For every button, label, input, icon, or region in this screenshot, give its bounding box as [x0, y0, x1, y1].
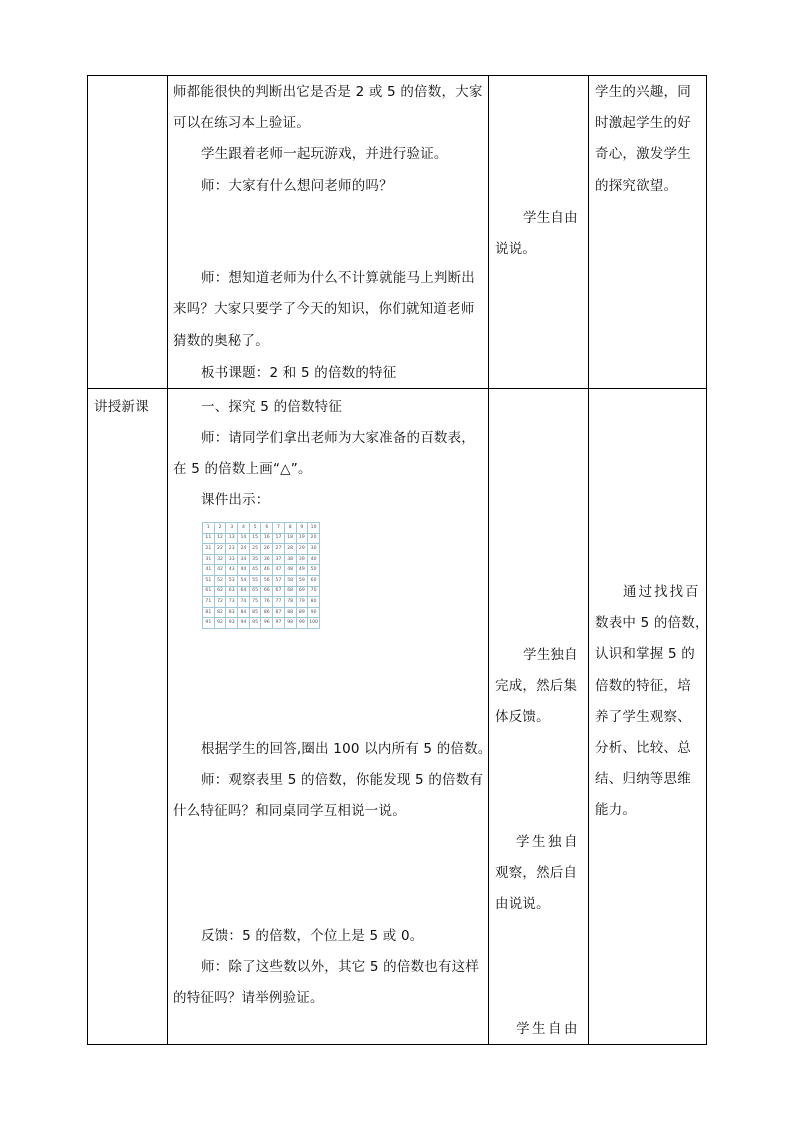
hundred-chart-cell: 56 — [261, 575, 273, 586]
hundred-chart-cell: 60 — [308, 575, 320, 586]
design-intent-line: 认识和掌握 5 的 — [595, 646, 695, 662]
hundred-chart-cell: 63 — [226, 586, 238, 597]
column-divider — [706, 75, 707, 1045]
hundred-chart-cell: 32 — [214, 554, 226, 565]
text-line: 的特征吗？请举例验证。 — [173, 990, 324, 1006]
hundred-chart-cell: 52 — [214, 575, 226, 586]
hundred-chart-cell: 8 — [284, 523, 296, 534]
hundred-chart-cell: 53 — [226, 575, 238, 586]
hundred-chart-cell: 34 — [238, 554, 250, 565]
text-line: 师：观察表里 5 的倍数，你能发现 5 的倍数有 — [201, 772, 484, 788]
section-label: 讲授新课 — [94, 399, 149, 415]
hundred-chart-row — [203, 565, 320, 576]
hundred-chart-cell: 80 — [308, 597, 320, 608]
hundred-chart-cell: 44 — [238, 565, 250, 576]
hundred-chart-cell: 27 — [273, 544, 285, 555]
hundred-chart-cell: 98 — [284, 618, 296, 629]
hundred-chart-cell: 5 — [249, 523, 261, 534]
hundred-chart-cell: 25 — [249, 544, 261, 555]
hundred-chart-cell: 24 — [238, 544, 250, 555]
student-activity-line: 体反馈。 — [495, 709, 550, 725]
hundred-chart-cell: 1 — [203, 523, 215, 534]
hundred-chart-cell: 93 — [226, 618, 238, 629]
student-activity-line: 学生自由 — [516, 1021, 580, 1037]
student-activity-line: 由说说。 — [495, 896, 550, 912]
row-divider — [87, 388, 707, 389]
text-line: 学生跟着老师一起玩游戏，并进行验证。 — [201, 146, 448, 162]
hundred-chart-cell: 69 — [296, 586, 308, 597]
hundred-chart-cell: 55 — [249, 575, 261, 586]
hundred-chart — [202, 522, 320, 629]
hundred-chart-row — [203, 618, 320, 629]
hundred-chart-cell: 17 — [273, 533, 285, 544]
hundred-chart-cell: 66 — [261, 586, 273, 597]
hundred-chart-row — [203, 523, 320, 534]
hundred-chart-cell: 15 — [249, 533, 261, 544]
hundred-chart-cell: 50 — [308, 565, 320, 576]
hundred-chart-row — [203, 554, 320, 565]
hundred-chart-cell: 23 — [226, 544, 238, 555]
hundred-chart-cell: 72 — [214, 597, 226, 608]
hundred-chart-cell: 49 — [296, 565, 308, 576]
hundred-chart-cell: 29 — [296, 544, 308, 555]
text-line: 课件出示： — [201, 492, 270, 508]
hundred-chart-cell: 30 — [308, 544, 320, 555]
hundred-chart-cell: 71 — [203, 597, 215, 608]
hundred-chart-cell: 81 — [203, 607, 215, 618]
text-line: 可以在练习本上验证。 — [173, 115, 310, 131]
hundred-chart-cell: 91 — [203, 618, 215, 629]
design-intent-line: 能力。 — [595, 802, 637, 818]
hundred-chart-row — [203, 607, 320, 618]
hundred-chart-cell: 2 — [214, 523, 226, 534]
hundred-chart-cell: 86 — [261, 607, 273, 618]
hundred-chart-cell: 77 — [273, 597, 285, 608]
hundred-chart-cell: 61 — [203, 586, 215, 597]
hundred-chart-cell: 76 — [261, 597, 273, 608]
design-intent-line: 通过找找百 — [623, 584, 701, 600]
hundred-chart-cell: 47 — [273, 565, 285, 576]
hundred-chart-cell: 3 — [226, 523, 238, 534]
hundred-chart-cell: 62 — [214, 586, 226, 597]
hundred-chart-cell: 38 — [284, 554, 296, 565]
hundred-chart-cell: 40 — [308, 554, 320, 565]
hundred-chart-cell: 58 — [284, 575, 296, 586]
hundred-chart-row — [203, 597, 320, 608]
student-activity-line: 学生独自 — [516, 834, 580, 850]
hundred-chart-cell: 90 — [308, 607, 320, 618]
hundred-chart-cell: 26 — [261, 544, 273, 555]
hundred-chart-cell: 28 — [284, 544, 296, 555]
hundred-chart-cell: 79 — [296, 597, 308, 608]
hundred-chart-row — [203, 533, 320, 544]
student-activity-line: 观察，然后自 — [495, 865, 578, 881]
hundred-chart-cell: 13 — [226, 533, 238, 544]
hundred-chart-row — [203, 586, 320, 597]
section-heading: 一、探究 5 的倍数特征 — [201, 399, 343, 415]
hundred-chart-cell: 73 — [226, 597, 238, 608]
text-line: 来吗？大家只要学了今天的知识，你们就知道老师 — [173, 301, 475, 317]
hundred-chart-cell: 45 — [249, 565, 261, 576]
hundred-chart-cell: 36 — [261, 554, 273, 565]
text-line: 师：想知道老师为什么不计算就能马上判断出 — [201, 270, 475, 286]
hundred-chart-cell: 59 — [296, 575, 308, 586]
hundred-chart-cell: 51 — [203, 575, 215, 586]
hundred-chart-cell: 67 — [273, 586, 285, 597]
hundred-chart-cell: 12 — [214, 533, 226, 544]
hundred-chart-cell: 48 — [284, 565, 296, 576]
text-line: 师：除了这些数以外，其它 5 的倍数也有这样 — [201, 959, 480, 975]
text-line: 反馈：5 的倍数，个位上是 5 或 0。 — [201, 928, 424, 944]
text-line: 师都能很快的判断出它是否是 2 或 5 的倍数，大家 — [173, 84, 483, 100]
hundred-chart-row — [203, 544, 320, 555]
student-activity-line: 完成，然后集 — [495, 678, 578, 694]
hundred-chart-cell: 78 — [284, 597, 296, 608]
hundred-chart-cell: 16 — [261, 533, 273, 544]
hundred-chart-cell: 21 — [203, 544, 215, 555]
hundred-chart-cell: 82 — [214, 607, 226, 618]
hundred-chart-cell: 43 — [226, 565, 238, 576]
hundred-chart-cell: 14 — [238, 533, 250, 544]
hundred-chart-cell: 83 — [226, 607, 238, 618]
hundred-chart-cell: 99 — [296, 618, 308, 629]
design-intent-line: 学生的兴趣，同 — [595, 84, 691, 100]
hundred-chart-cell: 41 — [203, 565, 215, 576]
hundred-chart-cell: 94 — [238, 618, 250, 629]
student-activity-line: 学生自由 — [523, 210, 578, 226]
hundred-chart-row — [203, 575, 320, 586]
design-intent-line: 时激起学生的好 — [595, 115, 691, 131]
text-line: 板书课题：2 和 5 的倍数的特征 — [201, 365, 397, 381]
hundred-chart-cell: 11 — [203, 533, 215, 544]
hundred-chart-cell: 95 — [249, 618, 261, 629]
design-intent-line: 奇心，激发学生 — [595, 146, 691, 162]
hundred-chart-cell: 4 — [238, 523, 250, 534]
design-intent-line: 的探究欲望。 — [595, 178, 678, 194]
hundred-chart-cell: 6 — [261, 523, 273, 534]
design-intent-line: 分析、比较、总 — [595, 740, 691, 756]
hundred-chart-cell: 57 — [273, 575, 285, 586]
hundred-chart-cell: 31 — [203, 554, 215, 565]
hundred-chart-cell: 74 — [238, 597, 250, 608]
design-intent-line: 倍数的特征，培 — [595, 678, 691, 694]
text-line: 师：大家有什么想问老师的吗？ — [201, 178, 393, 194]
hundred-chart-cell: 19 — [296, 533, 308, 544]
hundred-chart-cell: 54 — [238, 575, 250, 586]
text-line: 根据学生的回答,圈出 100 以内所有 5 的倍数。 — [201, 741, 492, 757]
student-activity-line: 说说。 — [495, 241, 537, 257]
hundred-chart-cell: 9 — [296, 523, 308, 534]
hundred-chart-cell: 85 — [249, 607, 261, 618]
student-activity-line: 学生独自 — [523, 647, 578, 663]
hundred-chart-cell: 70 — [308, 586, 320, 597]
hundred-chart-cell: 75 — [249, 597, 261, 608]
text-line: 在 5 的倍数上画“△”。 — [173, 461, 312, 477]
hundred-chart-cell: 96 — [261, 618, 273, 629]
hundred-chart-cell: 7 — [273, 523, 285, 534]
hundred-chart-cell: 20 — [308, 533, 320, 544]
text-line: 师：请同学们拿出老师为大家准备的百数表， — [201, 430, 475, 446]
hundred-chart-cell: 68 — [284, 586, 296, 597]
hundred-chart-cell: 88 — [284, 607, 296, 618]
hundred-chart-cell: 84 — [238, 607, 250, 618]
text-line: 什么特征吗？和同桌同学互相说一说。 — [173, 803, 406, 819]
hundred-chart-cell: 64 — [238, 586, 250, 597]
hundred-chart-cell: 35 — [249, 554, 261, 565]
design-intent-line: 结、归纳等思维 — [595, 771, 691, 787]
hundred-chart-cell: 65 — [249, 586, 261, 597]
table-border-top — [87, 75, 707, 76]
hundred-chart-cell: 10 — [308, 523, 320, 534]
hundred-chart-cell: 87 — [273, 607, 285, 618]
hundred-chart-cell: 42 — [214, 565, 226, 576]
hundred-chart-cell: 37 — [273, 554, 285, 565]
column-divider — [167, 75, 168, 1045]
text-line: 猜数的奥秘了。 — [173, 333, 269, 349]
table-border-bottom — [87, 1044, 707, 1045]
hundred-chart-cell: 97 — [273, 618, 285, 629]
hundred-chart-cell: 39 — [296, 554, 308, 565]
column-divider — [87, 75, 88, 1045]
design-intent-line: 养了学生观察、 — [595, 709, 691, 725]
hundred-chart-cell: 100 — [308, 618, 320, 629]
hundred-chart-cell: 22 — [214, 544, 226, 555]
hundred-chart-cell: 92 — [214, 618, 226, 629]
column-divider — [488, 75, 489, 1045]
hundred-chart-cell: 46 — [261, 565, 273, 576]
design-intent-line: 数表中 5 的倍数， — [595, 615, 709, 631]
hundred-chart-cell: 89 — [296, 607, 308, 618]
hundred-chart-cell: 18 — [284, 533, 296, 544]
hundred-chart-cell: 33 — [226, 554, 238, 565]
column-divider — [588, 75, 589, 1045]
